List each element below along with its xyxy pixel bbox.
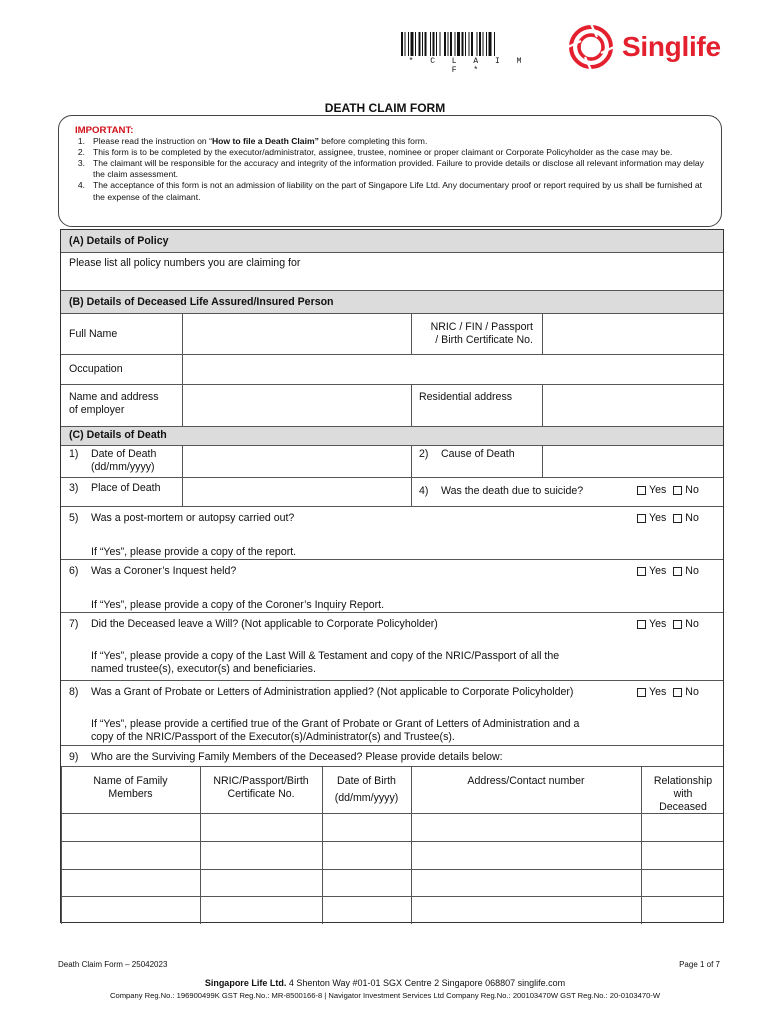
important-item-4: 4. The acceptance of this form is not an admission of liability on the part of Singapore Life Ltd. Any documentary proof or report required by us shall be furnished at the expense of the claimant. bbox=[77, 180, 703, 202]
policy-numbers-field[interactable] bbox=[61, 268, 723, 290]
date-of-death-label-line1: Date of Death bbox=[91, 448, 157, 460]
footer-form-id: Death Claim Form – 25042023 bbox=[58, 960, 168, 969]
employer-field[interactable] bbox=[183, 385, 410, 425]
date-of-death-label-line2: (dd/mm/yyyy) bbox=[91, 461, 155, 473]
full-name-label: Full Name bbox=[69, 328, 118, 340]
q4-yes-checkbox[interactable] bbox=[637, 486, 646, 495]
important-item-2: 2. This form is to be completed by the executor/administrator, assignee, trustee, nominee or proper claimant or Corporate Policyholder as the case may be. bbox=[77, 147, 673, 158]
important-item-1: 1. Please read the instruction on “How to file a Death Claim” before completing this form. bbox=[77, 136, 428, 147]
q6-yes-no: Yes No bbox=[633, 565, 699, 577]
family-row-3[interactable] bbox=[61, 870, 723, 896]
employer-label-line2: of employer bbox=[69, 404, 125, 416]
q4-no-checkbox[interactable] bbox=[673, 486, 682, 495]
post-mortem-note: If “Yes”, please provide a copy of the report. bbox=[91, 546, 297, 558]
singlife-swirl-icon bbox=[566, 22, 616, 72]
q5-no-checkbox[interactable] bbox=[673, 514, 682, 523]
q9-number: 9) bbox=[69, 751, 79, 763]
barcode-graphic bbox=[399, 32, 537, 56]
form-title: DEATH CLAIM FORM bbox=[324, 101, 446, 115]
family-row-2[interactable] bbox=[61, 842, 723, 868]
section-c-title: (C) Details of Death bbox=[69, 429, 167, 441]
footer-company-name: Singapore Life Ltd. bbox=[204, 978, 287, 988]
employer-label-line1: Name and address bbox=[69, 391, 159, 403]
q3-number: 3) bbox=[69, 482, 79, 494]
claim-form-table bbox=[60, 229, 724, 923]
cause-of-death-field[interactable] bbox=[543, 446, 723, 476]
date-of-death-field[interactable] bbox=[183, 446, 410, 476]
nric-label-line1: NRIC / FIN / Passport bbox=[430, 321, 533, 333]
col-address: Address/Contact number bbox=[467, 775, 585, 787]
footer-page-number: Page 1 of 7 bbox=[679, 960, 720, 969]
will-note-line1: If “Yes”, please provide a copy of the Last Will & Testament and copy of the NRIC/Passport of all the bbox=[91, 650, 560, 662]
q6-number: 6) bbox=[69, 565, 79, 577]
footer-company-address: 4 Shenton Way #01-01 SGX Centre 2 Singapore 068807 singlife.com bbox=[286, 978, 566, 988]
residential-address-field[interactable] bbox=[543, 385, 723, 425]
q8-number: 8) bbox=[69, 686, 79, 698]
cause-of-death-label: Cause of Death bbox=[441, 448, 515, 460]
col-nric-line1: NRIC/Passport/Birth bbox=[213, 775, 309, 787]
will-question: Did the Deceased leave a Will? (Not applicable to Corporate Policyholder) bbox=[91, 618, 438, 630]
q6-no-checkbox[interactable] bbox=[673, 567, 682, 576]
col-nric-line2: Certificate No. bbox=[227, 788, 295, 800]
important-item-3: 3. The claimant will be responsible for the accuracy and integrity of the information provided. Failure to provide details or disclose all relevant information may delay the claim assessment. bbox=[77, 158, 704, 180]
brand-name: Singlife bbox=[622, 31, 721, 62]
q8-yes-no: Yes No bbox=[633, 686, 699, 698]
col-relationship-line1: Relationship bbox=[653, 775, 713, 787]
col-relationship-line3: Deceased bbox=[659, 801, 707, 813]
coroner-inquest-note: If “Yes”, please provide a copy of the Coroner’s Inquiry Report. bbox=[91, 599, 385, 611]
place-of-death-label: Place of Death bbox=[91, 482, 161, 494]
q7-yes-checkbox[interactable] bbox=[637, 620, 646, 629]
family-row-1[interactable] bbox=[61, 814, 723, 840]
q7-number: 7) bbox=[69, 618, 79, 630]
family-row-4[interactable] bbox=[61, 897, 723, 923]
q5-yes-checkbox[interactable] bbox=[637, 514, 646, 523]
important-title: IMPORTANT: bbox=[75, 125, 134, 136]
q4-number: 4) bbox=[419, 485, 429, 497]
place-of-death-field[interactable] bbox=[183, 478, 410, 505]
occupation-label: Occupation bbox=[69, 363, 123, 375]
will-note-line2: named trustee(s), executor(s) and beneficiaries. bbox=[91, 663, 316, 675]
q1-number: 1) bbox=[69, 448, 79, 460]
col-relationship-line2: with bbox=[673, 788, 693, 800]
probate-note-line1: If “Yes”, please provide a certified true of the Grant of Probate or Grant of Letters of Administration and a bbox=[91, 718, 580, 730]
barcode-caption: * C L A I M F * bbox=[408, 57, 528, 75]
probate-note-line2: copy of the NRIC/Passport of the Executor(s)/Administrator(s) and Trustee(s). bbox=[91, 731, 455, 743]
full-name-field[interactable] bbox=[183, 314, 410, 354]
occupation-field[interactable] bbox=[183, 355, 723, 383]
section-b-title: (B) Details of Deceased Life Assured/Insured Person bbox=[69, 296, 334, 308]
post-mortem-question: Was a post-mortem or autopsy carried out? bbox=[91, 512, 295, 524]
suicide-question: Was the death due to suicide? bbox=[441, 485, 584, 497]
important-notice bbox=[58, 115, 722, 227]
residential-address-label: Residential address bbox=[419, 391, 513, 403]
col-name-line2: Members bbox=[108, 788, 153, 800]
family-members-question: Who are the Surviving Family Members of the Deceased? Please provide details below: bbox=[91, 751, 503, 763]
coroner-inquest-question: Was a Coroner’s Inquest held? bbox=[91, 565, 237, 577]
q6-yes-checkbox[interactable] bbox=[637, 567, 646, 576]
col-dob-line2: (dd/mm/yyyy) bbox=[334, 792, 399, 804]
q5-number: 5) bbox=[69, 512, 79, 524]
nric-label-line2: / Birth Certificate No. bbox=[435, 334, 533, 346]
col-dob-line1: Date of Birth bbox=[337, 775, 396, 787]
singlife-logo bbox=[566, 22, 721, 72]
q5-yes-no: Yes No bbox=[633, 512, 699, 524]
q4-yes-no: Yes No bbox=[633, 484, 699, 496]
footer-company bbox=[0, 978, 770, 988]
policy-numbers-label: Please list all policy numbers you are claiming for bbox=[69, 257, 301, 269]
q7-no-checkbox[interactable] bbox=[673, 620, 682, 629]
q7-yes-no: Yes No bbox=[633, 618, 699, 630]
q8-no-checkbox[interactable] bbox=[673, 688, 682, 697]
col-name-line1: Name of Family bbox=[93, 775, 168, 787]
probate-question: Was a Grant of Probate or Letters of Administration applied? (Not applicable to Corporate Policyholder) bbox=[91, 686, 574, 698]
q8-yes-checkbox[interactable] bbox=[637, 688, 646, 697]
section-a-title: (A) Details of Policy bbox=[69, 235, 169, 247]
q2-number: 2) bbox=[419, 448, 429, 460]
footer-registration: Company Reg.No.: 196900499K GST Reg.No.: MR-8500166-8 | Navigator Investment Services Ltd Company Reg.No.: 200103470W GST Reg.No.: 20-0103470-W bbox=[110, 991, 660, 1000]
nric-field[interactable] bbox=[543, 314, 723, 354]
